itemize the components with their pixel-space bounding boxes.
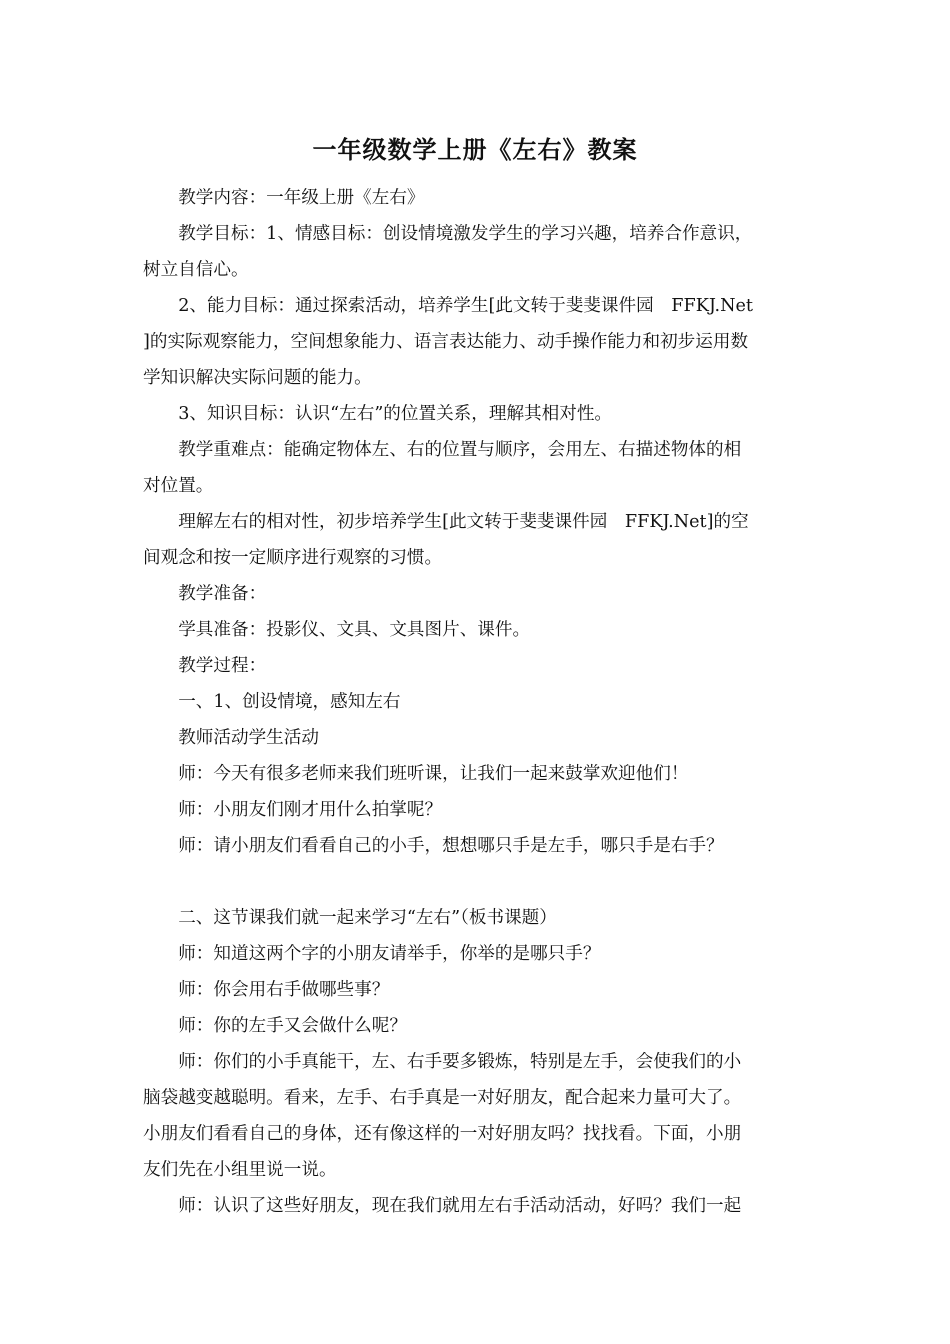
paragraph-line: 教师活动学生活动 xyxy=(178,728,319,748)
paragraph-line: 小朋友们看看自己的身体，还有像这样的一对好朋友吗？找找看。下面，小朋 xyxy=(143,1124,742,1144)
paragraph-line: 间观念和按一定顺序进行观察的习惯。 xyxy=(143,548,443,568)
paragraph-line: 教学重难点：能确定物体左、右的位置与顺序，会用左、右描述物体的相 xyxy=(178,440,742,460)
paragraph-line: 脑袋越变越聪明。看来，左手、右手真是一对好朋友，配合起来力量可大了。 xyxy=(143,1088,742,1108)
paragraph-line: 师：小朋友们刚才用什么拍掌呢？ xyxy=(178,800,443,820)
paragraph-line: 教学过程： xyxy=(178,656,267,676)
paragraph-line: 师：你的左手又会做什么呢？ xyxy=(178,1016,407,1036)
paragraph-line: 树立自信心。 xyxy=(143,260,249,280)
paragraph-line: 师：知道这两个字的小朋友请举手，你举的是哪只手？ xyxy=(178,944,601,964)
paragraph-line: 2、能力目标：通过探索活动，培养学生[此文转于斐斐课件园 FFKJ.Net xyxy=(178,296,753,316)
paragraph-line: 教学准备： xyxy=(178,584,267,604)
paragraph-line: 一、1、创设情境，感知左右 xyxy=(178,692,401,712)
paragraph-line: 学知识解决实际问题的能力。 xyxy=(143,368,372,388)
document-title: 一年级数学上册《左右》教案 xyxy=(312,136,638,164)
paragraph-line: 师：你们的小手真能干，左、右手要多锻炼，特别是左手，会使我们的小 xyxy=(178,1052,742,1072)
paragraph-line: 3、知识目标：认识“左右”的位置关系，理解其相对性。 xyxy=(178,404,613,424)
document-body xyxy=(143,180,823,1224)
paragraph-line: 学具准备：投影仪、文具、文具图片、课件。 xyxy=(178,620,531,640)
paragraph-line: 师：今天有很多老师来我们班听课，让我们一起来鼓掌欢迎他们！ xyxy=(178,764,689,784)
blank-line xyxy=(143,864,823,900)
paragraph-line: 理解左右的相对性，初步培养学生[此文转于斐斐课件园 FFKJ.Net]的空 xyxy=(178,512,749,532)
paragraph-line: 友们先在小组里说一说。 xyxy=(143,1160,337,1180)
paragraph-line: 师：你会用右手做哪些事？ xyxy=(178,980,390,1000)
paragraph-line: 教学目标：1、情感目标：创设情境激发学生的学习兴趣，培养合作意识， xyxy=(178,224,753,244)
paragraph-line: 教学内容：一年级上册《左右》 xyxy=(178,188,425,208)
paragraph-line: ]的实际观察能力，空间想象能力、语言表达能力、动手操作能力和初步运用数 xyxy=(143,332,749,352)
paragraph-line: 师：认识了这些好朋友，现在我们就用左右手活动活动，好吗？我们一起 xyxy=(178,1196,742,1216)
paragraph-line: 二、这节课我们就一起来学习“左右”（板书课题） xyxy=(178,908,557,928)
paragraph-line: 对位置。 xyxy=(143,476,214,496)
paragraph-line: 师：请小朋友们看看自己的小手，想想哪只手是左手，哪只手是右手？ xyxy=(178,836,724,856)
